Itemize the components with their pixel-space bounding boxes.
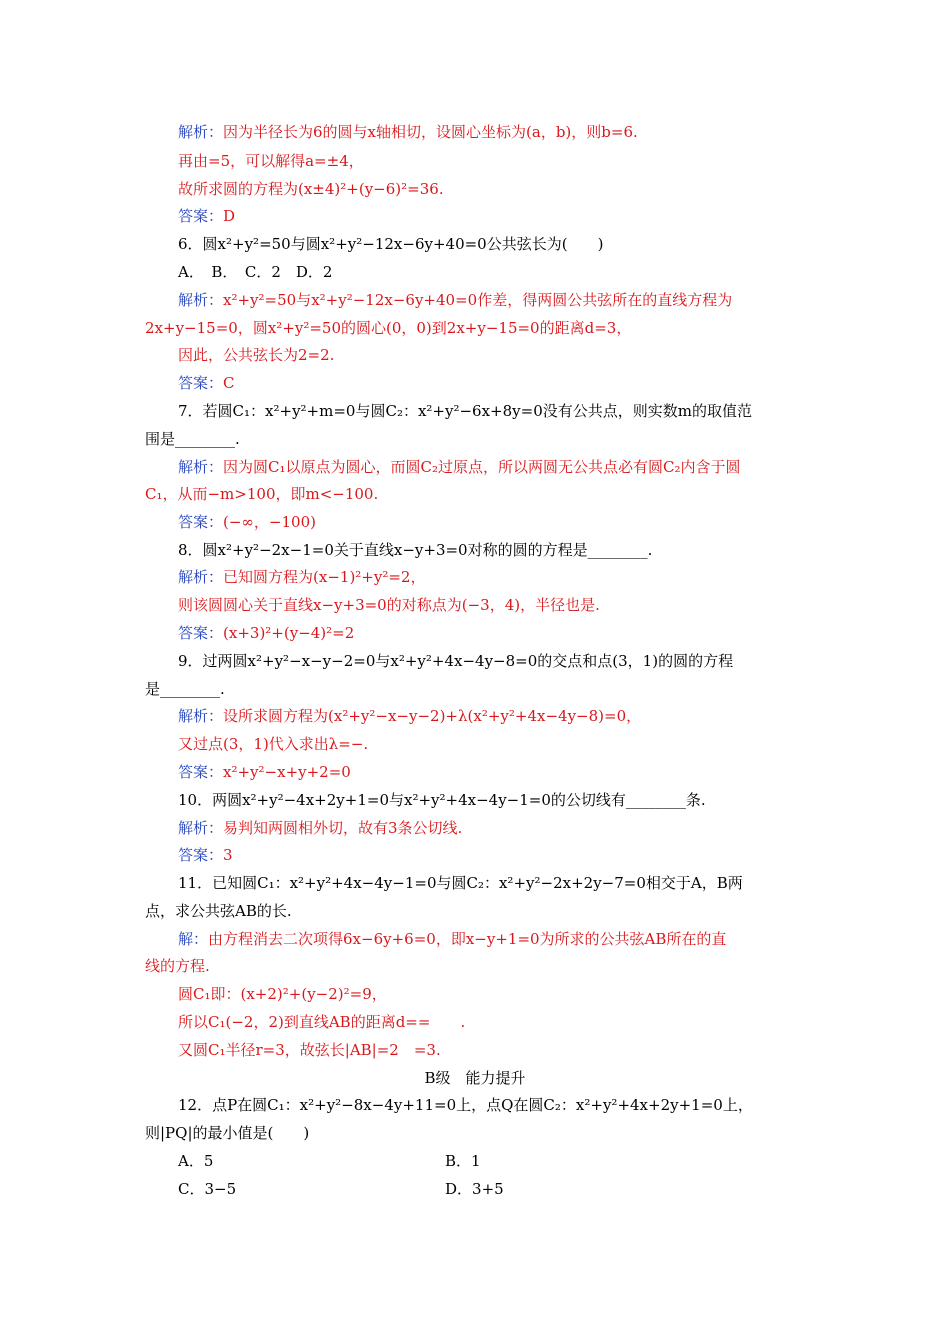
choice-d: D．3+5	[445, 1180, 504, 1198]
solution-text: 设所求圆方程为(x²+y²−x−y−2)+λ(x²+y²+4x−4y−8)=0，	[223, 707, 642, 725]
answer-text: x²+y²−x+y+2=0	[223, 763, 351, 781]
solution-label: 解析：	[178, 707, 224, 725]
answer-label: 答案：	[178, 846, 224, 864]
solution-line: 又圆C₁半径r=3，故弦长|AB|=2 =3.	[178, 1041, 441, 1059]
solution-line	[178, 290, 732, 310]
answer-text: D	[223, 207, 236, 225]
solution-line: 再由=5，可以解得a=±4，	[178, 152, 364, 170]
solution-line: 线的方程.	[145, 957, 210, 975]
solution-label: 解析：	[178, 568, 224, 586]
solution-label: 解析：	[178, 291, 224, 309]
solution-label: 解析：	[178, 819, 224, 837]
choice-a: A．5	[178, 1152, 214, 1170]
solution-line: 圆C₁即：(x+2)²+(y−2)²=9，	[178, 985, 387, 1003]
solution-text: 因为半径长为6的圆与x轴相切，设圆心坐标为(a，b)，则b=6.	[223, 123, 638, 141]
solution-line	[178, 706, 641, 726]
solution-text: 已知圆方程为(x−1)²+y²=2，	[223, 568, 426, 586]
answer-line	[178, 373, 235, 393]
choice-c: C．3−5	[178, 1180, 237, 1198]
solution-line: 则该圆圆心关于直线x−y+3=0的对称点为(−3，4)，半径也是.	[178, 596, 600, 614]
solution-line: 因此，公共弦长为2=2.	[178, 346, 335, 364]
solution-line: C₁，从而−m>100，即m<−100.	[145, 485, 379, 503]
answer-line	[178, 206, 235, 226]
solution-line: 所以C₁(−2，2)到直线AB的距离d== .	[178, 1013, 466, 1031]
section-heading: B级 能力提升	[424, 1069, 526, 1087]
answer-label: 答案：	[178, 624, 224, 642]
question-line: 9．过两圆x²+y²−x−y−2=0与x²+y²+4x−4y−8=0的交点和点(3，1)的圆的方程	[178, 652, 734, 670]
answer-label: 答案：	[178, 207, 224, 225]
question-line: 则|PQ|的最小值是( )	[145, 1124, 310, 1142]
answer-line	[178, 512, 316, 532]
question-line: 是________.	[145, 680, 225, 698]
question-line: 8．圆x²+y²−2x−1=0关于直线x−y+3=0对称的圆的方程是________.	[178, 541, 653, 559]
question-line: 10．两圆x²+y²−4x+2y+1=0与x²+y²+4x−4y−1=0的公切线有________条.	[178, 791, 706, 809]
solution-text: 因为圆C₁以原点为圆心，而圆C₂过原点，所以两圆无公共点必有圆C₂内含于圆	[223, 458, 741, 476]
solution-text: x²+y²=50与x²+y²−12x−6y+40=0作差，得两圆公共弦所在的直线方程为	[223, 291, 733, 309]
answer-label: 答案：	[178, 513, 224, 531]
answer-label: 答案：	[178, 374, 224, 392]
answer-label: 答案：	[178, 763, 224, 781]
choices-line: A． B． C．2 D．2	[178, 263, 333, 281]
answer-line	[178, 762, 351, 782]
solution-line: 又过点(3，1)代入求出λ=−.	[178, 735, 369, 753]
solution-line: 故所求圆的方程为(x±4)²+(y−6)²=36.	[178, 180, 444, 198]
solution-label: 解析：	[178, 123, 224, 141]
answer-text: C	[223, 374, 235, 392]
question-line: 12．点P在圆C₁：x²+y²−8x−4y+11=0上，点Q在圆C₂：x²+y²+4x+2y+1=0上，	[178, 1096, 753, 1114]
answer-text: 3	[223, 846, 233, 864]
answer-line	[178, 623, 354, 643]
solution-line	[178, 457, 741, 477]
question-line: 围是________.	[145, 430, 240, 448]
answer-text: (x+3)²+(y−4)²=2	[223, 624, 355, 642]
solution-line	[178, 818, 462, 838]
answer-line	[178, 845, 233, 865]
solution-text: 易判知两圆相外切，故有3条公切线.	[223, 819, 463, 837]
solution-line: 2x+y−15=0，圆x²+y²=50的圆心(0，0)到2x+y−15=0的距离d=3，	[145, 319, 632, 337]
solution-label: 解：	[178, 930, 209, 948]
question-line: 点，求公共弦AB的长.	[145, 902, 292, 920]
solution-label: 解析：	[178, 458, 224, 476]
question-line: 11．已知圆C₁：x²+y²+4x−4y−1=0与圆C₂：x²+y²−2x+2y−7=0相交于A，B两	[178, 874, 743, 892]
question-line: 6．圆x²+y²=50与圆x²+y²−12x−6y+40=0公共弦长为( )	[178, 235, 604, 253]
choice-b: B．1	[445, 1152, 481, 1170]
solution-line	[178, 567, 425, 587]
question-line: 7．若圆C₁：x²+y²+m=0与圆C₂：x²+y²−6x+8y=0没有公共点，则实数m的取值范	[178, 402, 752, 420]
answer-text: (−∞，−100)	[223, 513, 316, 531]
solution-text: 由方程消去二次项得6x−6y+6=0，即x−y+1=0为所求的公共弦AB所在的直	[208, 930, 727, 948]
solution-line	[178, 929, 726, 949]
solution-line	[178, 122, 638, 142]
